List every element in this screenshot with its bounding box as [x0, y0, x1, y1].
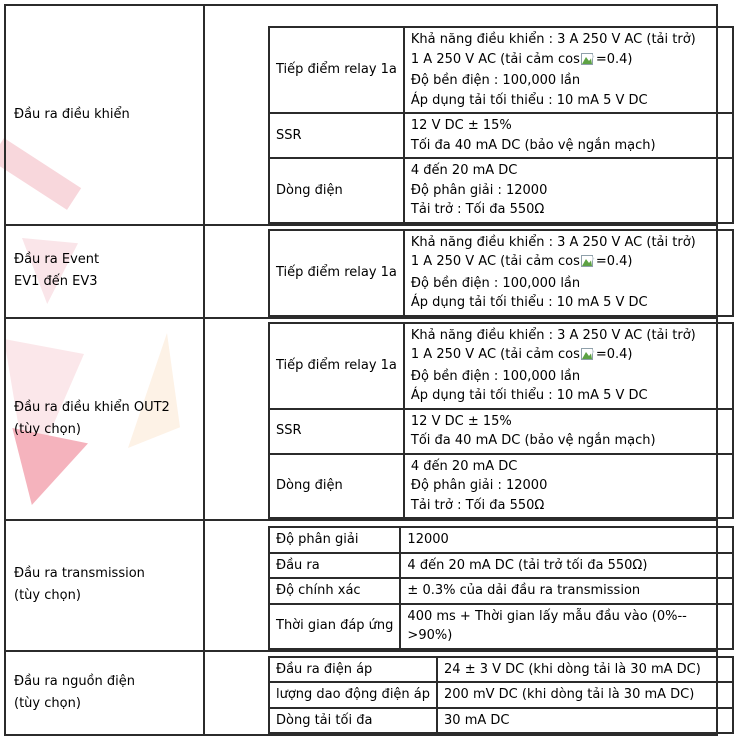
section-row-transmission-output [5, 520, 717, 651]
value-line: 12 V DC ± 15% [410, 118, 512, 133]
subrow-current [269, 158, 733, 223]
section-label: Đầu ra điều khiển OUT2 [14, 399, 170, 415]
subrow-label: Dòng tải tối đa [269, 708, 437, 734]
subtable-control-output-out2 [268, 322, 734, 520]
subrow-ssr [269, 409, 733, 454]
subrow-output [269, 553, 733, 579]
section-label-cell [5, 225, 204, 318]
subrow-value: 400 ms + Thời gian lấy mẫu đầu vào (0%-->90%) [400, 604, 733, 649]
value-line-text: 1 A 250 V AC (tải cảm cos [410, 51, 580, 67]
subtable-power-output [268, 656, 734, 735]
section-label-line2: (tùy chọn) [14, 588, 81, 604]
subrow-value: 200 mV DC (khi dòng tải là 30 mA DC) [437, 682, 733, 708]
value-line: Độ bền điện : 100,000 lần [410, 73, 581, 88]
value-line: Khả năng điều khiển : 3 A 250 V AC (tải trở) [410, 234, 696, 250]
value-line: Tối đa 40 mA DC (bảo vệ ngắn mạch) [410, 137, 656, 153]
subrow-label: Đầu ra [269, 553, 400, 579]
subrow-accuracy [269, 578, 733, 604]
subtable-event-output [268, 229, 734, 317]
subrow-label: SSR [269, 409, 404, 454]
value-line-text: =0.4) [595, 51, 633, 67]
section-label-cell [5, 520, 204, 651]
subrow-relay [269, 230, 733, 316]
cos-phi-broken-image-icon [581, 254, 595, 274]
value-line [411, 345, 726, 367]
value-line: Khả năng điều khiển : 3 A 250 V AC (tải trở) [410, 327, 696, 343]
section-content-cell [204, 5, 717, 225]
section-row-control-output [5, 5, 717, 225]
subrow-label: Thời gian đáp ứng [269, 604, 400, 649]
value-line: 4 đến 20 mA DC [410, 163, 518, 178]
subrow-value [404, 323, 733, 409]
subrow-label: Tiếp điểm relay 1a [269, 27, 404, 113]
subrow-label: Dòng điện [269, 454, 404, 519]
section-label-cell [5, 5, 204, 225]
value-line-text: 1 A 250 V AC (tải cảm cos [410, 347, 580, 362]
subrow-label: Đầu ra điện áp [269, 657, 437, 683]
subrow-label: Độ chính xác [269, 578, 400, 604]
value-line: Tải trở : Tối đa 550Ω [410, 497, 545, 513]
section-content-cell [204, 651, 717, 736]
spec-table [4, 4, 718, 736]
value-line-text: =0.4) [595, 347, 633, 362]
subrow-response-time [269, 604, 733, 649]
section-content-cell [204, 318, 717, 521]
subrow-voltage-output [269, 657, 733, 683]
section-label: Đầu ra nguồn điện [14, 673, 136, 689]
value-line-text: =0.4) [595, 254, 633, 269]
section-label: Đầu ra Event [14, 252, 100, 267]
subrow-relay [269, 323, 733, 409]
value-line: Áp dụng tải tối thiểu : 10 mA 5 V DC [410, 388, 648, 403]
subrow-relay [269, 27, 733, 113]
section-content-cell [204, 520, 717, 651]
value-line: 12 V DC ± 15% [410, 413, 512, 429]
subrow-value: 12000 [400, 527, 733, 553]
section-label: Đầu ra điều khiển [14, 106, 130, 122]
value-line [411, 252, 726, 274]
subrow-max-load-current [269, 708, 733, 734]
subrow-label: lượng dao động điện áp [269, 682, 437, 708]
section-label-line2: EV1 đến EV3 [14, 274, 98, 289]
subrow-value [404, 409, 733, 454]
subrow-value: 30 mA DC [437, 708, 733, 734]
subrow-ssr [269, 113, 733, 158]
subrow-value [404, 158, 733, 223]
section-row-control-output-out2 [5, 318, 717, 521]
subrow-current [269, 454, 733, 519]
subrow-label: Độ phân giải [269, 527, 400, 553]
section-label: Đầu ra transmission [14, 566, 145, 582]
subrow-voltage-fluctuation [269, 682, 733, 708]
section-content-cell [204, 225, 717, 318]
value-line: Tải trở : Tối đa 550Ω [410, 202, 545, 217]
value-line [411, 50, 726, 72]
subrow-value [404, 230, 733, 316]
value-line: 4 đến 20 mA DC [410, 458, 518, 474]
subrow-label: Tiếp điểm relay 1a [269, 323, 404, 409]
value-line: Tối đa 40 mA DC (bảo vệ ngắn mạch) [410, 433, 656, 448]
subrow-value: ± 0.3% của dải đầu ra transmission [400, 578, 733, 604]
cos-phi-broken-image-icon [581, 347, 595, 367]
subrow-value [404, 113, 733, 158]
subrow-value [404, 454, 733, 519]
value-line-text: 1 A 250 V AC (tải cảm cos [410, 254, 580, 269]
value-line: Áp dụng tải tối thiểu : 10 mA 5 V DC [410, 295, 648, 310]
subrow-label: Dòng điện [269, 158, 404, 223]
value-line: Độ bền điện : 100,000 lần [410, 275, 581, 291]
subrow-resolution [269, 527, 733, 553]
value-line: Độ phân giải : 12000 [410, 478, 548, 493]
value-line: Áp dụng tải tối thiểu : 10 mA 5 V DC [410, 92, 648, 108]
value-line: Độ phân giải : 12000 [410, 182, 548, 198]
section-label-cell [5, 318, 204, 521]
cos-phi-broken-image-icon [581, 52, 595, 72]
value-line: Độ bền điện : 100,000 lần [410, 368, 581, 384]
subrow-label: Tiếp điểm relay 1a [269, 230, 404, 316]
value-line: Khả năng điều khiển : 3 A 250 V AC (tải trở) [410, 32, 696, 47]
subrow-value: 4 đến 20 mA DC (tải trở tối đa 550Ω) [400, 553, 733, 579]
section-row-event-output [5, 225, 717, 318]
subrow-value: 24 ± 3 V DC (khi dòng tải là 30 mA DC) [437, 657, 733, 683]
section-label-line2: (tùy chọn) [14, 421, 81, 437]
subrow-value [404, 27, 733, 113]
section-row-power-output [5, 651, 717, 736]
subtable-control-output [268, 26, 734, 224]
section-label-cell [5, 651, 204, 736]
subrow-label: SSR [269, 113, 404, 158]
subtable-transmission [268, 526, 734, 650]
section-label-line2: (tùy chọn) [14, 695, 81, 711]
